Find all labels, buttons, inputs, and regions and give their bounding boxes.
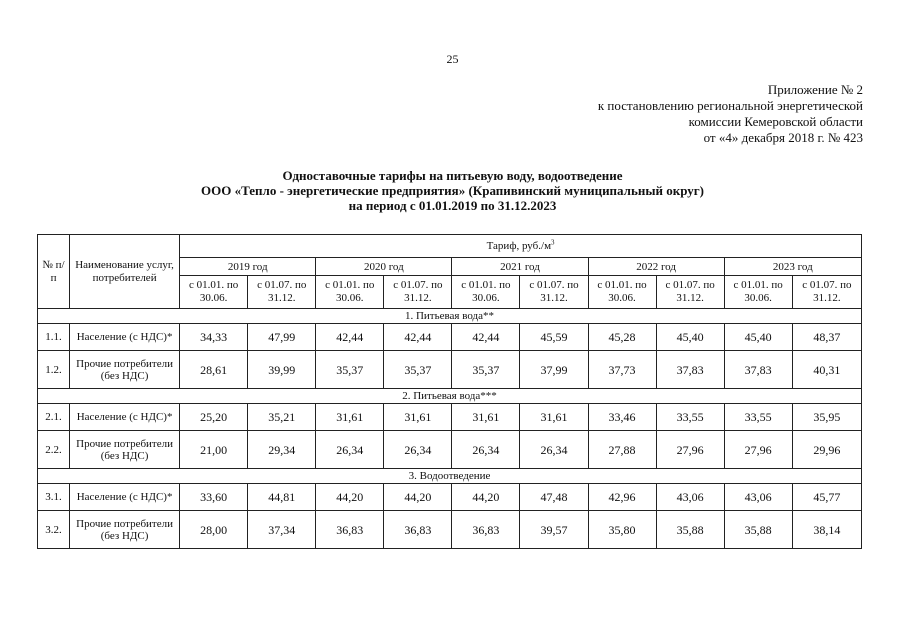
title-line: Одноставочные тарифы на питьевую воду, водоотведение	[282, 168, 623, 183]
tariff-header	[180, 235, 862, 258]
row-number: 1.2.	[38, 351, 70, 389]
appendix-header	[533, 82, 863, 146]
table-row	[38, 484, 862, 511]
table-row	[38, 511, 862, 549]
tariff-value: 37,99	[520, 351, 588, 389]
tariff-value: 44,20	[452, 484, 520, 511]
tariff-value: 45,77	[792, 484, 861, 511]
consumer-name: Население (с НДС)*	[70, 484, 180, 511]
tariff-value: 35,95	[792, 404, 861, 431]
section-row	[38, 389, 862, 404]
header-row	[38, 235, 862, 258]
section-row	[38, 309, 862, 324]
section-row	[38, 469, 862, 484]
tariff-value: 37,83	[724, 351, 792, 389]
consumer-name: Прочие потребители (без НДС)	[70, 431, 180, 469]
section-title: 1. Питьевая вода**	[38, 309, 862, 324]
period-header: с 01.01. по 30.06.	[316, 276, 384, 309]
table-row	[38, 404, 862, 431]
tariff-value: 44,20	[384, 484, 452, 511]
tariff-value: 33,55	[656, 404, 724, 431]
period-header: с 01.01. по 30.06.	[588, 276, 656, 309]
year-header: 2019 год	[180, 258, 316, 276]
appendix-line: комиссии Кемеровской области	[688, 114, 863, 129]
tariff-value: 45,28	[588, 324, 656, 351]
tariff-value: 44,81	[248, 484, 316, 511]
tariff-value: 27,96	[656, 431, 724, 469]
tariff-value: 35,37	[384, 351, 452, 389]
tariff-value: 26,34	[384, 431, 452, 469]
consumer-name: Население (с НДС)*	[70, 404, 180, 431]
tariff-value: 28,00	[180, 511, 248, 549]
year-header: 2021 год	[452, 258, 588, 276]
tariff-value: 42,44	[452, 324, 520, 351]
tariff-value: 26,34	[520, 431, 588, 469]
title-line: на период с 01.01.2019 по 31.12.2023	[348, 198, 557, 213]
tariff-value: 29,34	[248, 431, 316, 469]
tariff-value: 45,40	[656, 324, 724, 351]
name-header: Наименование услуг, потребителей	[70, 235, 180, 309]
period-header: с 01.07. по 31.12.	[656, 276, 724, 309]
tariff-value: 44,20	[316, 484, 384, 511]
tariff-value: 33,60	[180, 484, 248, 511]
document-title	[0, 168, 905, 213]
tariff-value: 42,44	[384, 324, 452, 351]
period-header: с 01.01. по 30.06.	[180, 276, 248, 309]
num-header: № п/п	[38, 235, 70, 309]
title-line: ООО «Тепло - энергетические предприятия» (Крапивинский муниципальный округ)	[201, 183, 704, 198]
tariff-value: 48,37	[792, 324, 861, 351]
tariff-value: 31,61	[452, 404, 520, 431]
tariff-value: 35,21	[248, 404, 316, 431]
tariff-value: 47,48	[520, 484, 588, 511]
tariff-value: 36,83	[384, 511, 452, 549]
tariff-value: 37,34	[248, 511, 316, 549]
tariff-value: 37,73	[588, 351, 656, 389]
section-title: 2. Питьевая вода***	[38, 389, 862, 404]
tariff-value: 43,06	[656, 484, 724, 511]
period-header: с 01.07. по 31.12.	[792, 276, 861, 309]
tariff-value: 35,88	[724, 511, 792, 549]
tariff-value: 33,46	[588, 404, 656, 431]
tariff-value: 26,34	[452, 431, 520, 469]
period-header: с 01.07. по 31.12.	[384, 276, 452, 309]
tariff-value: 42,44	[316, 324, 384, 351]
tariff-value: 27,88	[588, 431, 656, 469]
tariff-value: 38,14	[792, 511, 861, 549]
period-header: с 01.07. по 31.12.	[248, 276, 316, 309]
tariff-table	[37, 234, 862, 549]
section-title: 3. Водоотведение	[38, 469, 862, 484]
year-header: 2023 год	[724, 258, 861, 276]
tariff-value: 40,31	[792, 351, 861, 389]
tariff-value: 45,40	[724, 324, 792, 351]
year-header: 2022 год	[588, 258, 724, 276]
tariff-value: 33,55	[724, 404, 792, 431]
row-number: 3.2.	[38, 511, 70, 549]
row-number: 1.1.	[38, 324, 70, 351]
row-number: 2.1.	[38, 404, 70, 431]
year-header: 2020 год	[316, 258, 452, 276]
appendix-line: Приложение № 2	[767, 82, 863, 97]
row-number: 2.2.	[38, 431, 70, 469]
period-header: с 01.01. по 30.06.	[724, 276, 792, 309]
tariff-value: 27,96	[724, 431, 792, 469]
period-header: с 01.01. по 30.06.	[452, 276, 520, 309]
table-row	[38, 324, 862, 351]
appendix-line: от «4» декабря 2018 г. № 423	[703, 130, 863, 145]
tariff-value: 39,99	[248, 351, 316, 389]
tariff-value: 35,37	[316, 351, 384, 389]
tariff-value: 35,80	[588, 511, 656, 549]
tariff-value: 21,00	[180, 431, 248, 469]
tariff-value: 28,61	[180, 351, 248, 389]
consumer-name: Прочие потребители (без НДС)	[70, 511, 180, 549]
tariff-value: 47,99	[248, 324, 316, 351]
tariff-value: 25,20	[180, 404, 248, 431]
page-number: 25	[446, 52, 459, 66]
tariff-value: 36,83	[316, 511, 384, 549]
consumer-name: Прочие потребители (без НДС)	[70, 351, 180, 389]
tariff-value: 31,61	[384, 404, 452, 431]
tariff-value: 39,57	[520, 511, 588, 549]
table-row	[38, 351, 862, 389]
consumer-name: Население (с НДС)*	[70, 324, 180, 351]
period-header: с 01.07. по 31.12.	[520, 276, 588, 309]
tariff-value: 36,83	[452, 511, 520, 549]
tariff-value: 29,96	[792, 431, 861, 469]
tariff-value: 45,59	[520, 324, 588, 351]
tariff-value: 42,96	[588, 484, 656, 511]
tariff-unit-sup: 3	[551, 238, 555, 247]
appendix-line: к постановлению региональной энергетической	[597, 98, 863, 113]
tariff-value: 26,34	[316, 431, 384, 469]
tariff-header-text: Тариф, руб./м	[486, 240, 552, 252]
table-row	[38, 431, 862, 469]
tariff-value: 35,37	[452, 351, 520, 389]
table-body	[38, 235, 862, 549]
tariff-value: 34,33	[180, 324, 248, 351]
tariff-value: 35,88	[656, 511, 724, 549]
tariff-value: 43,06	[724, 484, 792, 511]
tariff-value: 37,83	[656, 351, 724, 389]
row-number: 3.1.	[38, 484, 70, 511]
tariff-value: 31,61	[520, 404, 588, 431]
tariff-value: 31,61	[316, 404, 384, 431]
